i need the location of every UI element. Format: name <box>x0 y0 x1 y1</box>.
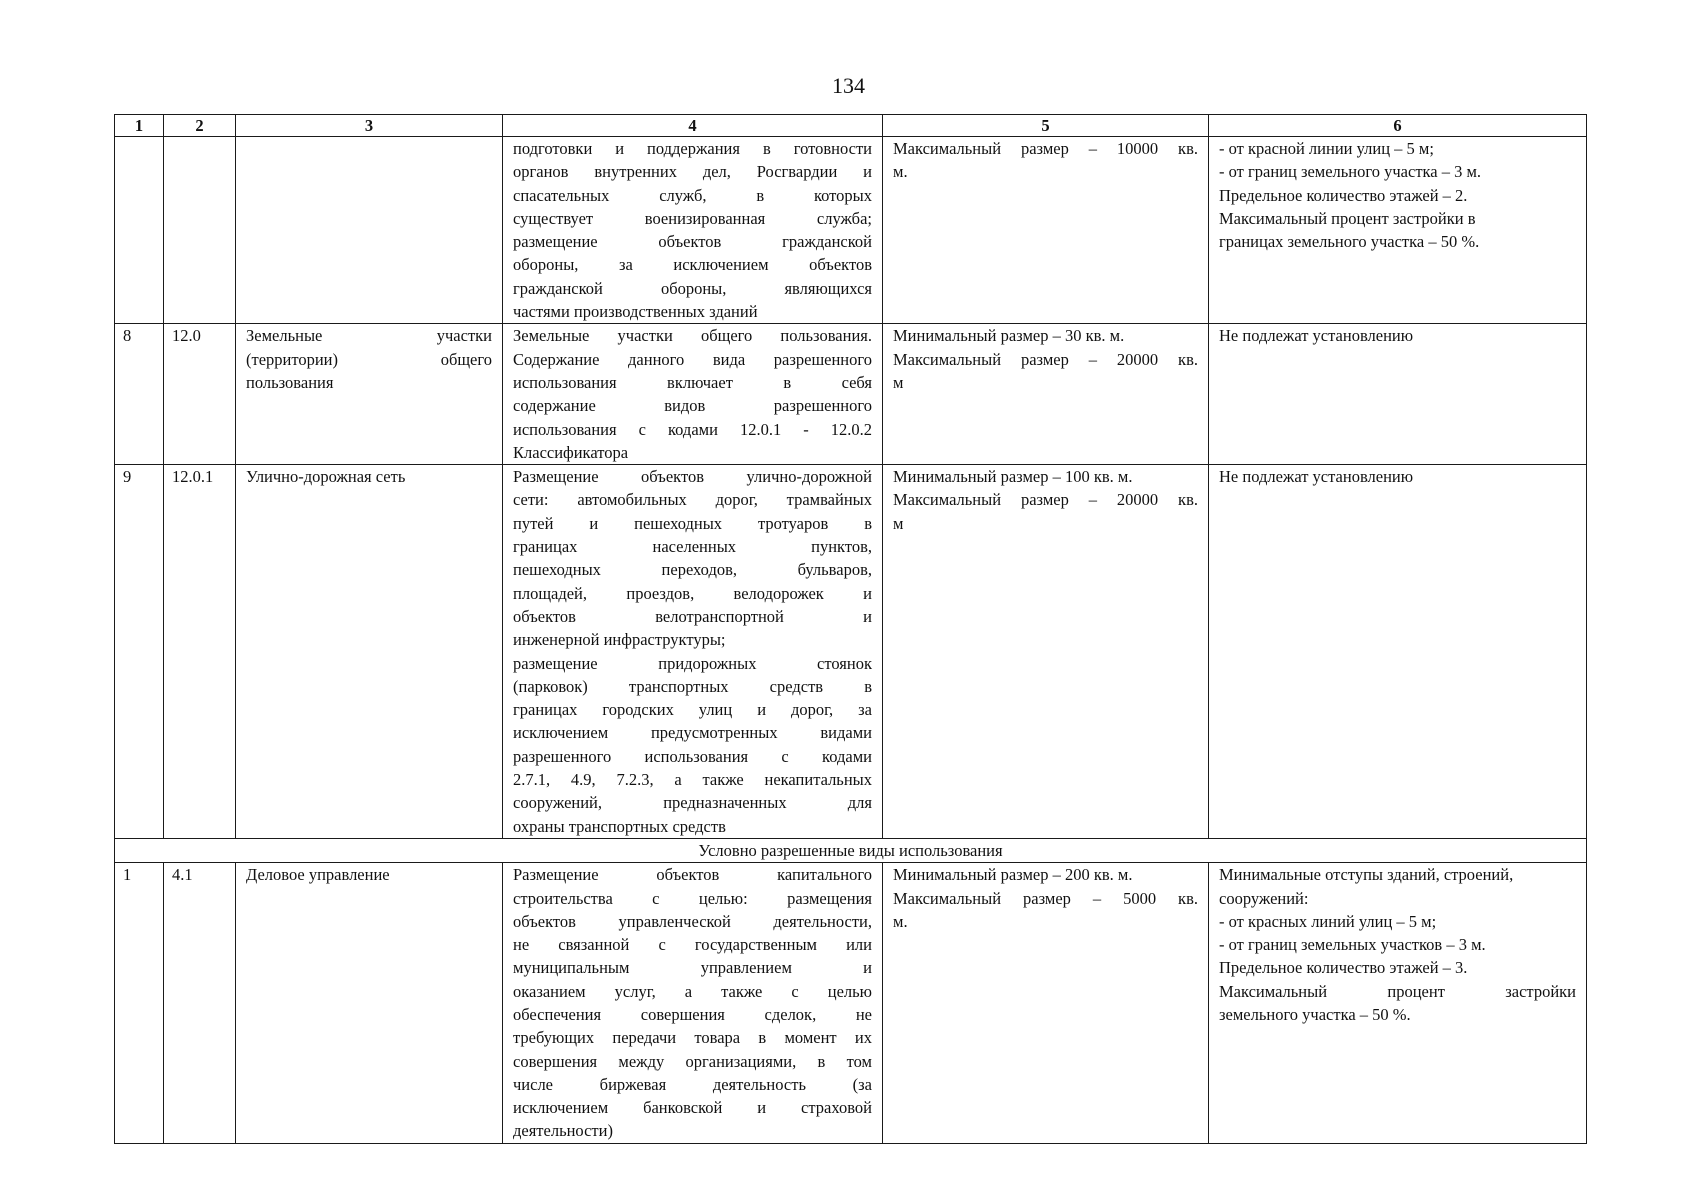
size-line: Минимальный размер – 30 кв. м. <box>893 326 1125 346</box>
description-line: сооружений, предназначенных для <box>513 793 872 813</box>
size-line: Максимальный размер – 10000 кв. <box>893 139 1198 158</box>
description-line: органов внутренних дел, Росгвардии и <box>513 162 872 182</box>
row-name-cell <box>236 863 503 1144</box>
name-line: Улично-дорожная сеть <box>246 467 406 487</box>
description-line: исключением предусмотренных видами <box>513 723 872 743</box>
params-line: Предельное количество этажей – 3. <box>1219 958 1468 978</box>
row-params-cell <box>1209 465 1587 839</box>
description-line: исключением банковской и страховой <box>513 1098 872 1118</box>
table-row <box>115 137 1587 324</box>
row-code-cell <box>164 137 236 324</box>
description-line: обороны, за исключением объектов <box>513 255 872 275</box>
params-line: сооружений: <box>1219 888 1309 908</box>
params-line: земельного участка – 50 %. <box>1219 1004 1411 1024</box>
description-line: строительства с целью: размещения <box>513 888 872 908</box>
description-line: площадей, проездов, велодорожек и <box>513 583 872 603</box>
header-cell-4: 4 <box>503 115 883 137</box>
table-row <box>115 863 1587 1144</box>
size-line: м <box>893 372 904 392</box>
description-line: использования с кодами 12.0.1 - 12.0.2 <box>513 419 872 439</box>
params-line: - от красной линии улиц – 5 м; <box>1219 139 1434 158</box>
row-code-cell: 12.0 <box>164 324 236 465</box>
row-params-cell <box>1209 863 1587 1144</box>
section-title: Условно разрешенные виды использования <box>115 838 1587 862</box>
size-line: Максимальный размер – 20000 кв. <box>893 349 1198 369</box>
row-params-cell <box>1209 324 1587 465</box>
header-cell-2: 2 <box>164 115 236 137</box>
size-line: Максимальный размер – 5000 кв. <box>893 888 1198 908</box>
description-line: совершения между организациями, в том <box>513 1051 872 1071</box>
description-line: Содержание данного вида разрешенного <box>513 349 872 369</box>
row-name-cell <box>236 465 503 839</box>
row-size-cell <box>883 863 1209 1144</box>
header-cell-3: 3 <box>236 115 503 137</box>
description-line: подготовки и поддержания в готовности <box>513 139 872 158</box>
description-line: Земельные участки общего пользования. <box>513 326 872 346</box>
description-line: 2.7.1, 4.9, 7.2.3, а также некапитальных <box>513 770 872 790</box>
name-line: пользования <box>246 372 334 392</box>
header-cell-6: 6 <box>1209 115 1587 137</box>
row-code-cell: 4.1 <box>164 863 236 1144</box>
description-line: размещение объектов гражданской <box>513 232 872 252</box>
row-size-cell <box>883 324 1209 465</box>
description-line: числе биржевая деятельность (за <box>513 1074 872 1094</box>
params-line: Не подлежат установлению <box>1219 326 1414 346</box>
description-line: охраны транспортных средств <box>513 816 726 836</box>
page-number: 134 <box>832 73 865 98</box>
description-line: Классификатора <box>513 442 629 462</box>
params-line: - от границ земельных участков – 3 м. <box>1219 935 1486 955</box>
size-line: Минимальный размер – 100 кв. м. <box>893 467 1133 487</box>
name-line: (территории) общего <box>246 349 492 369</box>
description-line: (парковок) транспортных средств в <box>513 676 872 696</box>
description-line: деятельности) <box>513 1121 613 1141</box>
size-line: м. <box>893 162 908 182</box>
description-line: пешеходных переходов, бульваров, <box>513 560 872 580</box>
row-description-cell <box>503 324 883 465</box>
row-name-cell <box>236 324 503 465</box>
row-number-cell: 9 <box>115 465 164 839</box>
description-line: муниципальным управлением и <box>513 958 872 978</box>
table-header-row <box>115 115 1587 137</box>
description-line: объектов велотранспортной и <box>513 606 872 626</box>
params-line: границах земельного участка – 50 %. <box>1219 232 1480 252</box>
row-name-cell <box>236 137 503 324</box>
name-line: Земельные участки <box>246 326 492 346</box>
params-line: Предельное количество этажей – 2. <box>1219 185 1468 205</box>
name-line: Деловое управление <box>246 865 390 885</box>
row-number-cell <box>115 137 164 324</box>
params-line: Максимальный процент застройки <box>1219 981 1576 1001</box>
description-line: разрешенного использования с кодами <box>513 746 872 766</box>
description-line: существует военизированная служба; <box>513 208 872 228</box>
size-line: Минимальный размер – 200 кв. м. <box>893 865 1133 885</box>
table-row <box>115 465 1587 839</box>
description-line: объектов управленческой деятельности, <box>513 911 872 931</box>
row-description-cell <box>503 137 883 324</box>
description-line: спасательных служб, в которых <box>513 185 872 205</box>
section-row <box>115 838 1587 862</box>
params-line: Минимальные отступы зданий, строений, <box>1219 865 1514 885</box>
description-line: не связанной с государственным или <box>513 935 872 955</box>
row-description-cell <box>503 863 883 1144</box>
size-line: м <box>893 513 904 533</box>
description-line: границах населенных пунктов, <box>513 537 872 557</box>
row-code-cell: 12.0.1 <box>164 465 236 839</box>
description-line: границах городских улиц и дорог, за <box>513 700 872 720</box>
params-line: - от красных линий улиц – 5 м; <box>1219 911 1437 931</box>
description-line: размещение придорожных стоянок <box>513 653 872 673</box>
description-line: инженерной инфраструктуры; <box>513 630 726 650</box>
row-size-cell <box>883 465 1209 839</box>
row-params-cell <box>1209 137 1587 324</box>
description-line: Размещение объектов улично-дорожной <box>513 467 872 487</box>
description-line: содержание видов разрешенного <box>513 396 872 416</box>
description-line: сети: автомобильных дорог, трамвайных <box>513 490 872 510</box>
description-line: путей и пешеходных тротуаров в <box>513 513 872 533</box>
table-row <box>115 324 1587 465</box>
row-size-cell <box>883 137 1209 324</box>
size-line: Максимальный размер – 20000 кв. <box>893 490 1198 510</box>
description-line: частями производственных зданий <box>513 302 758 322</box>
description-line: требующих передачи товара в момент их <box>513 1028 872 1048</box>
params-line: Не подлежат установлению <box>1219 467 1414 487</box>
size-line: м. <box>893 911 908 931</box>
description-line: гражданской обороны, являющихся <box>513 278 872 298</box>
regulations-table <box>114 114 1587 1144</box>
description-line: Размещение объектов капитального <box>513 865 872 885</box>
row-number-cell: 1 <box>115 863 164 1144</box>
description-line: использования включает в себя <box>513 372 872 392</box>
params-line: - от границ земельного участка – 3 м. <box>1219 162 1482 182</box>
params-line: Максимальный процент застройки в <box>1219 208 1476 228</box>
row-number-cell: 8 <box>115 324 164 465</box>
description-line: обеспечения совершения сделок, не <box>513 1004 872 1024</box>
row-description-cell <box>503 465 883 839</box>
description-line: оказанием услуг, а также с целью <box>513 981 872 1001</box>
header-cell-5: 5 <box>883 115 1209 137</box>
header-cell-1: 1 <box>115 115 164 137</box>
